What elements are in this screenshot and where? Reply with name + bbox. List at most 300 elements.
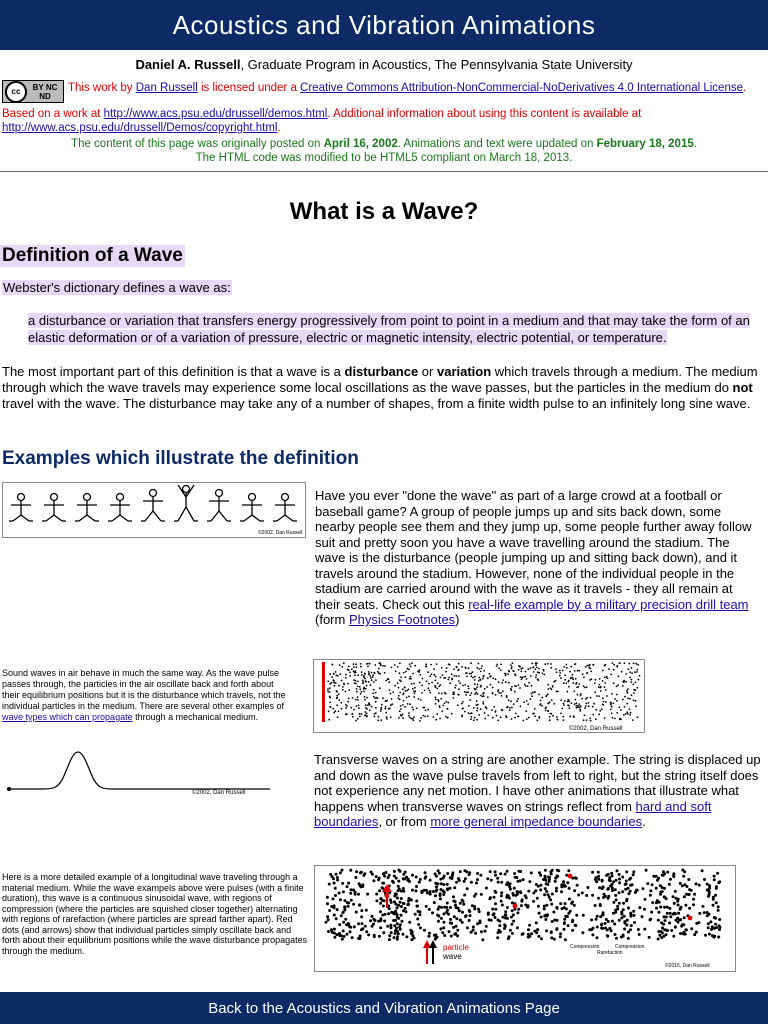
air-particle xyxy=(327,680,329,682)
air-particle xyxy=(507,673,509,675)
air-particle xyxy=(466,676,468,678)
medium-particle xyxy=(407,900,410,903)
air-particle xyxy=(535,676,537,678)
air-particle xyxy=(585,703,587,705)
air-particle xyxy=(526,700,528,702)
medium-particle xyxy=(666,929,669,932)
air-particle xyxy=(378,672,380,674)
medium-particle xyxy=(472,926,475,929)
stadium-text: Have you ever "done the wave" as part of a large crowd at a football or baseball game? A group of people jumps up and sits back down, some nearby people see them and they jump up, some people further away follow suit and pretty soon you have a wave travelling around the stadium. The wave is the disturbance (people jumping up and sitting back down), and it travels around the stadium. However, none of the individual people in the stadium are carried around with the wave as it travels - they all remain at their seats. Check out this real-life example by a military precision drill team (form Physics Footnotes) xyxy=(315,488,752,627)
air-particle xyxy=(386,716,388,718)
air-particle xyxy=(622,699,624,701)
air-particle xyxy=(419,674,421,676)
air-particle xyxy=(493,706,495,708)
air-particle xyxy=(364,673,366,675)
medium-particle xyxy=(494,916,497,919)
medium-particle xyxy=(417,910,420,913)
air-particle xyxy=(573,690,575,692)
air-particle xyxy=(530,698,532,700)
medium-particle xyxy=(476,872,479,875)
impedance-link[interactable]: more general impedance boundaries xyxy=(430,814,643,829)
air-particle xyxy=(405,690,407,692)
air-particle xyxy=(505,681,507,683)
medium-particle xyxy=(375,899,378,902)
air-particle xyxy=(399,692,401,694)
medium-particle xyxy=(387,912,390,915)
air-particle xyxy=(470,673,472,675)
medium-particle xyxy=(537,905,540,908)
medium-particle xyxy=(537,935,540,938)
medium-particle xyxy=(669,878,672,881)
medium-particle xyxy=(336,908,339,911)
air-particle xyxy=(418,698,420,700)
medium-particle xyxy=(446,872,449,875)
medium-particle xyxy=(550,936,553,939)
medium-particle xyxy=(515,894,518,897)
medium-particle xyxy=(464,877,467,880)
medium-particle xyxy=(479,874,482,877)
medium-particle xyxy=(396,922,399,925)
medium-particle xyxy=(365,909,368,912)
air-particle xyxy=(429,690,431,692)
medium-particle xyxy=(568,887,571,890)
air-particle xyxy=(372,676,374,678)
medium-particle xyxy=(564,902,567,905)
figure-leg xyxy=(252,515,260,521)
medium-particle xyxy=(604,927,607,930)
medium-particle xyxy=(560,883,563,886)
medium-particle xyxy=(556,874,559,877)
air-particle xyxy=(500,664,502,666)
medium-particle xyxy=(436,882,439,885)
medium-particle xyxy=(345,933,348,936)
air-particle xyxy=(440,677,442,679)
air-particle xyxy=(508,699,510,701)
air-particle xyxy=(356,688,358,690)
medium-particle xyxy=(668,907,671,910)
air-particle xyxy=(598,686,600,688)
air-particle xyxy=(549,701,551,703)
air-particle xyxy=(329,702,331,704)
air-particle xyxy=(512,662,514,664)
medium-particle xyxy=(458,879,461,882)
medium-particle xyxy=(545,890,548,893)
air-particle xyxy=(366,685,368,687)
air-particle xyxy=(457,704,459,706)
air-particle xyxy=(515,713,517,715)
medium-particle xyxy=(390,901,393,904)
medium-particle xyxy=(620,916,623,919)
air-particle xyxy=(511,686,513,688)
longitudinal-pulse-animation xyxy=(313,659,645,733)
medium-particle xyxy=(397,885,400,888)
air-particle xyxy=(481,665,483,667)
air-particle xyxy=(509,707,511,709)
long1-copyright: ©2002, Dan Russell xyxy=(569,726,623,732)
medium-particle xyxy=(500,891,503,894)
medium-particle xyxy=(528,924,531,927)
license-link[interactable]: Creative Commons Attribution-NonCommercial-NoDerivatives 4.0 International License xyxy=(300,82,743,94)
air-particle xyxy=(402,717,404,719)
air-particle xyxy=(329,673,331,675)
air-particle xyxy=(395,671,397,673)
medium-particle xyxy=(620,936,623,939)
hard-soft-link[interactable]: hard and soft boundaries xyxy=(314,798,712,829)
medium-particle xyxy=(361,922,364,925)
air-particle xyxy=(336,704,338,706)
air-particle xyxy=(602,680,604,682)
back-link[interactable]: Back to the Acoustics and Vibration Animations Page xyxy=(208,1000,560,1017)
air-particle xyxy=(409,717,411,719)
air-particle xyxy=(345,674,347,676)
air-particle xyxy=(627,668,629,670)
medium-particle xyxy=(693,933,696,936)
medium-particle xyxy=(521,933,524,936)
air-particle xyxy=(607,677,609,679)
air-particle xyxy=(541,705,543,707)
air-particle xyxy=(600,690,602,692)
medium-particle xyxy=(334,887,337,890)
medium-particle xyxy=(478,910,481,913)
medium-particle xyxy=(344,918,347,921)
medium-particle xyxy=(622,908,625,911)
air-particle xyxy=(509,709,511,711)
medium-particle xyxy=(407,897,410,900)
air-particle xyxy=(367,704,369,706)
air-particle xyxy=(338,693,340,695)
air-particle xyxy=(472,671,474,673)
air-particle xyxy=(483,695,485,697)
medium-particle xyxy=(591,871,594,874)
air-particle xyxy=(520,668,522,670)
air-particle xyxy=(353,670,355,672)
copyright-link[interactable]: http://www.acs.psu.edu/drussell/Demos/copyright.html xyxy=(2,122,278,134)
medium-particle xyxy=(333,932,336,935)
air-particle xyxy=(345,704,347,706)
air-particle xyxy=(551,689,553,691)
medium-particle xyxy=(563,928,566,931)
medium-particle xyxy=(713,878,716,881)
medium-particle xyxy=(433,934,436,937)
air-particle xyxy=(483,692,485,694)
air-particle xyxy=(355,720,357,722)
medium-particle xyxy=(393,936,396,939)
air-particle xyxy=(405,676,407,678)
air-particle xyxy=(577,705,579,707)
medium-particle xyxy=(504,917,507,920)
air-particle xyxy=(364,699,366,701)
medium-particle xyxy=(602,885,605,888)
air-particle xyxy=(608,668,610,670)
figure-leg xyxy=(277,515,285,521)
medium-particle xyxy=(546,913,549,916)
drill-team-link[interactable]: real-life example by a military precision drill team xyxy=(468,596,749,612)
air-particle xyxy=(484,688,486,690)
air-particle xyxy=(557,691,559,693)
medium-particle xyxy=(390,931,393,934)
air-particle xyxy=(400,676,402,678)
medium-particle xyxy=(574,924,577,927)
air-particle xyxy=(629,698,631,700)
air-particle xyxy=(505,675,507,677)
medium-particle xyxy=(341,869,344,872)
air-particle xyxy=(586,665,588,667)
air-particle xyxy=(332,664,334,666)
air-particle xyxy=(574,703,576,705)
medium-particle xyxy=(360,871,363,874)
physics-footnotes-link[interactable]: Physics Footnotes xyxy=(348,612,456,627)
air-particle xyxy=(629,708,631,710)
medium-particle xyxy=(657,938,660,941)
air-particle xyxy=(335,671,337,673)
air-particle xyxy=(563,682,565,684)
air-particle xyxy=(638,679,640,681)
posted-date: April 16, 2002 xyxy=(323,138,398,150)
air-particle xyxy=(563,703,565,705)
medium-particle xyxy=(358,904,361,907)
air-particle xyxy=(543,674,545,676)
medium-particle xyxy=(489,870,492,873)
medium-particle xyxy=(470,931,473,934)
medium-particle xyxy=(563,918,566,921)
medium-particle xyxy=(500,900,503,903)
air-particle xyxy=(384,708,386,710)
medium-particle xyxy=(571,919,574,922)
medium-particle xyxy=(332,877,335,880)
medium-particle xyxy=(349,892,352,895)
air-particle xyxy=(631,672,633,674)
medium-particle xyxy=(550,873,553,876)
medium-particle xyxy=(442,912,445,915)
medium-particle xyxy=(582,914,585,917)
medium-particle xyxy=(530,932,533,935)
medium-particle xyxy=(649,918,652,921)
air-particle xyxy=(448,677,450,679)
medium-particle xyxy=(392,881,395,884)
medium-particle xyxy=(453,886,456,889)
medium-particle xyxy=(343,935,346,938)
medium-particle xyxy=(434,872,437,875)
air-particle xyxy=(501,682,503,684)
medium-particle xyxy=(375,893,378,896)
air-particle xyxy=(339,673,341,675)
medium-particle xyxy=(514,876,517,879)
medium-particle xyxy=(433,901,436,904)
medium-particle xyxy=(623,928,626,931)
air-particle xyxy=(435,697,437,699)
site-title: Acoustics and Vibration Animations xyxy=(172,10,596,40)
air-particle xyxy=(570,666,572,668)
air-particle xyxy=(632,719,634,721)
medium-particle xyxy=(371,873,374,876)
medium-particle xyxy=(695,882,698,885)
air-particle xyxy=(355,699,357,701)
figure-leg xyxy=(21,515,29,521)
air-particle xyxy=(547,702,549,704)
air-particle xyxy=(441,710,443,712)
medium-particle xyxy=(712,898,715,901)
air-particle xyxy=(384,672,386,674)
medium-particle xyxy=(682,875,685,878)
medium-particle xyxy=(663,887,666,890)
figure-leg xyxy=(244,515,252,521)
air-particle xyxy=(501,695,503,697)
air-particle xyxy=(406,697,408,699)
air-particle xyxy=(510,700,512,702)
air-particle xyxy=(536,719,538,721)
medium-particle xyxy=(352,903,355,906)
medium-particle xyxy=(615,879,618,882)
medium-particle xyxy=(536,928,539,931)
medium-particle xyxy=(450,935,453,938)
medium-particle xyxy=(568,898,571,901)
medium-particle xyxy=(627,937,630,940)
air-particle xyxy=(566,667,568,669)
wave-types-link[interactable]: wave types which can propagate xyxy=(2,712,133,722)
figure-leg xyxy=(285,515,293,521)
air-particle xyxy=(408,689,410,691)
air-particle xyxy=(629,677,631,679)
air-particle xyxy=(368,671,370,673)
air-particle xyxy=(601,708,603,710)
medium-particle xyxy=(351,936,354,939)
particle-field xyxy=(314,660,644,732)
medium-particle xyxy=(379,919,382,922)
medium-particle xyxy=(672,935,675,938)
air-particle xyxy=(580,705,582,707)
medium-particle xyxy=(442,926,445,929)
medium-particle xyxy=(517,908,520,911)
author-link[interactable]: Dan Russell xyxy=(135,82,198,94)
medium-particle xyxy=(357,893,360,896)
piston-marker xyxy=(322,662,325,722)
medium-particle xyxy=(555,928,558,931)
medium-particle xyxy=(484,930,487,933)
air-particle xyxy=(397,666,399,668)
medium-particle xyxy=(599,903,602,906)
air-particle xyxy=(406,668,408,670)
medium-particle xyxy=(704,934,707,937)
air-particle xyxy=(556,716,558,718)
medium-particle xyxy=(328,909,331,912)
demos-link[interactable]: http://www.acs.psu.edu/drussell/demos.html xyxy=(103,108,328,120)
medium-particle xyxy=(649,894,652,897)
medium-particle xyxy=(551,869,554,872)
medium-particle xyxy=(359,884,362,887)
air-particle xyxy=(578,703,580,705)
medium-particle xyxy=(591,933,594,936)
medium-particle xyxy=(669,915,672,918)
air-particle xyxy=(629,671,631,673)
medium-particle xyxy=(511,932,514,935)
air-particle xyxy=(347,669,349,671)
air-particle xyxy=(429,692,431,694)
cc-license-badge[interactable] xyxy=(2,80,64,103)
air-particle xyxy=(433,716,435,718)
air-particle xyxy=(412,718,414,720)
air-particle xyxy=(391,667,393,669)
air-particle xyxy=(624,696,626,698)
medium-particle xyxy=(449,906,452,909)
medium-particle xyxy=(651,883,654,886)
air-particle xyxy=(402,688,404,690)
medium-particle xyxy=(452,895,455,898)
air-particle xyxy=(617,675,619,677)
medium-particle xyxy=(382,872,385,875)
air-particle xyxy=(633,699,635,701)
medium-particle xyxy=(459,870,462,873)
air-particle xyxy=(333,673,335,675)
air-particle xyxy=(447,702,449,704)
air-particle xyxy=(374,664,376,666)
medium-particle xyxy=(504,925,507,928)
air-particle xyxy=(348,689,350,691)
air-particle xyxy=(520,676,522,678)
air-particle xyxy=(495,678,497,680)
air-particle xyxy=(438,686,440,688)
medium-particle xyxy=(475,882,478,885)
medium-particle xyxy=(557,869,560,872)
air-particle xyxy=(398,717,400,719)
medium-particle xyxy=(666,871,669,874)
air-particle xyxy=(469,694,471,696)
air-particle xyxy=(592,706,594,708)
medium-particle xyxy=(539,888,542,891)
air-particle xyxy=(527,668,529,670)
medium-particle xyxy=(402,873,405,876)
air-particle xyxy=(492,692,494,694)
medium-particle xyxy=(562,880,565,883)
medium-particle xyxy=(638,906,641,909)
medium-particle xyxy=(406,903,409,906)
updated-date: February 18, 2015 xyxy=(596,138,694,150)
medium-particle xyxy=(410,899,413,902)
air-particle xyxy=(515,675,517,677)
medium-particle xyxy=(372,879,375,882)
definition-quote: a disturbance or variation that transfers energy progressively from point to point in a medium and that may take the form of an elastic deformation or of a variation of pressure, electric or magnetic intensity, electric potential, or temperature. xyxy=(28,313,750,345)
air-particle xyxy=(412,688,414,690)
medium-particle xyxy=(490,879,493,882)
figure-leg xyxy=(87,515,95,521)
medium-particle xyxy=(623,920,626,923)
air-particle xyxy=(397,682,399,684)
air-particle xyxy=(410,666,412,668)
medium-particle xyxy=(618,878,621,881)
medium-particle xyxy=(683,870,686,873)
air-particle xyxy=(511,718,513,720)
medium-particle xyxy=(670,929,673,932)
medium-particle xyxy=(504,873,507,876)
medium-particle xyxy=(400,905,403,908)
air-particle xyxy=(404,687,406,689)
air-particle xyxy=(363,691,365,693)
medium-particle xyxy=(349,926,352,929)
medium-particle xyxy=(675,919,678,922)
medium-particle xyxy=(536,897,539,900)
medium-particle xyxy=(532,891,535,894)
air-particle xyxy=(584,687,586,689)
air-particle xyxy=(617,684,619,686)
medium-particle xyxy=(452,900,455,903)
medium-particle xyxy=(666,912,669,915)
medium-particle xyxy=(607,897,610,900)
air-particle xyxy=(584,715,586,717)
stick-figure xyxy=(141,490,165,522)
air-particle xyxy=(483,675,485,677)
medium-particle xyxy=(511,901,514,904)
air-particle xyxy=(629,714,631,716)
medium-particle xyxy=(702,905,705,908)
